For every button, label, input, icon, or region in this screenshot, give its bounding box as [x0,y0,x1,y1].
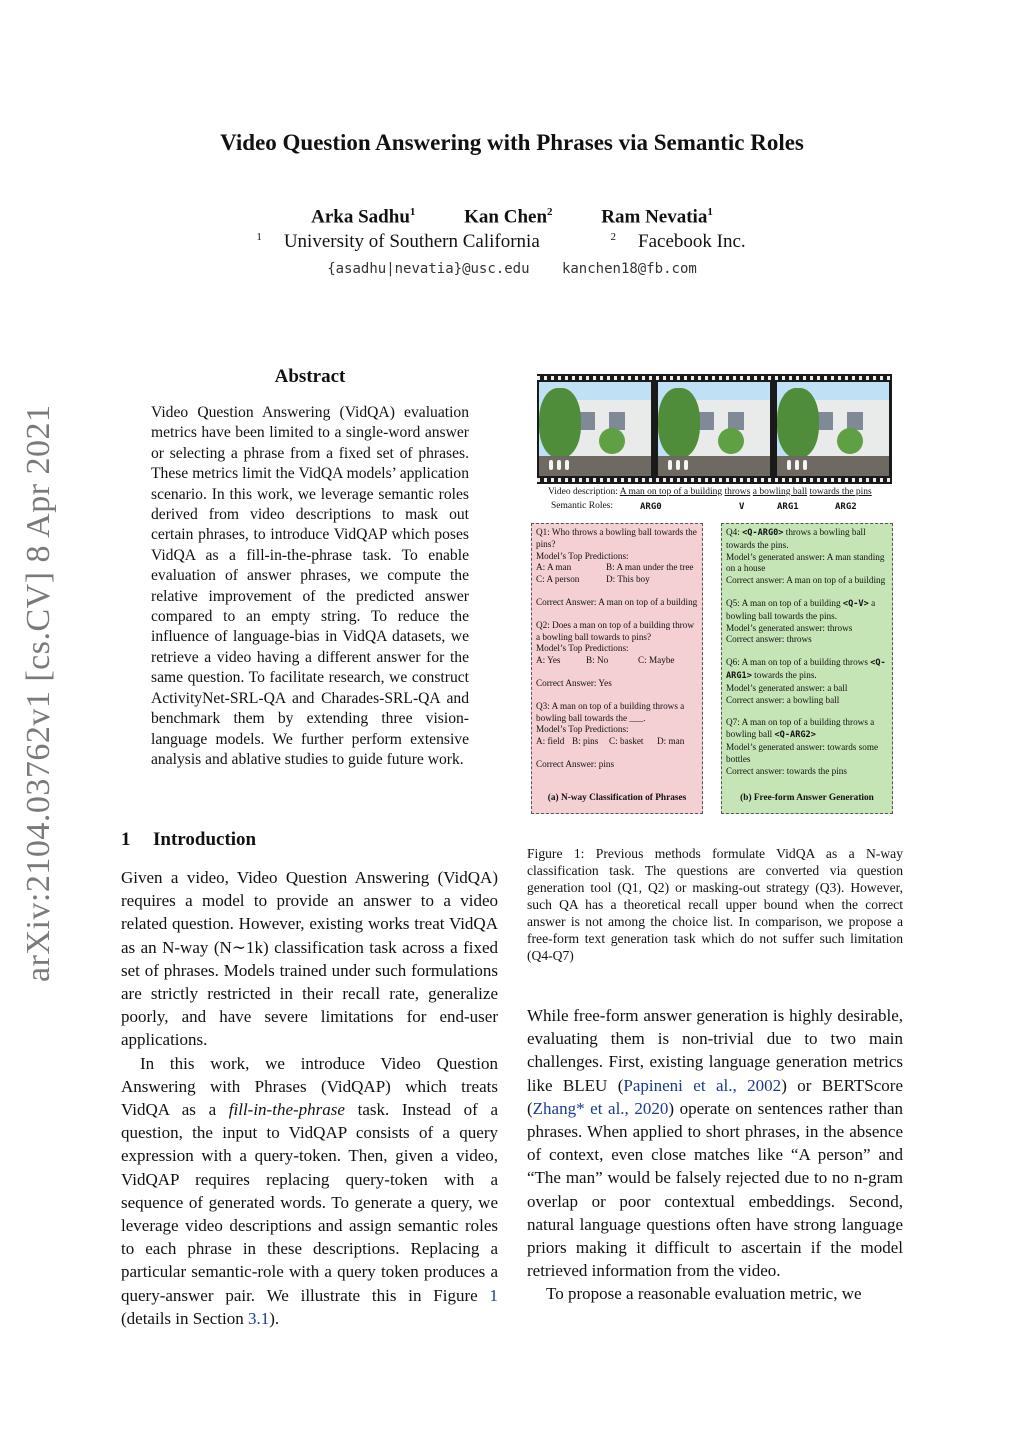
role-tag: ARG2 [835,502,857,512]
intro-left-column [121,866,498,1330]
panel-caption: (a) N-way Classification of Phrases [547,793,687,804]
affiliation: $^1$ University of Southern California [256,231,540,253]
affiliation: $^2$ Facebook Inc. [610,231,746,253]
video-frame [658,382,770,476]
affiliations [0,231,1024,253]
author: Arka Sadhu$^1$ [311,206,416,228]
role-tag: ARG0 [640,502,662,512]
paragraph: In this work, we introduce Video Question Answering with Phrases (VidQAP) which treats VidQA as a fill-in-the-phrase task. Instead of a question, the input to VidQAP consists of a query expression with a query-token. Then, given a video, VidQAP requires replacing query-token with a sequence of generated words. To generate a query, we leverage video descriptions and assign semantic roles to each phrase in these descriptions. Replacing a particular semantic-role with a query token produces a query-answer pair. We illustrate this in Figure 1 (details in Section 3.1). [121,1053,498,1328]
section-heading: 1 Introduction [121,829,257,850]
email: kanchen18@fb.com [561,261,697,277]
author: Kan Chen$^2$ [464,206,553,228]
video-frame [539,382,651,476]
intro-right-column [527,1004,903,1306]
video-frames [537,374,892,484]
abstract-body: Video Question Answering (VidQA) evaluation metrics have been limited to a single-word answer or selecting a phrase from a fixed set of phrases. These metrics limit the VidQA models’ application scenario. In this work, we leverage semantic roles derived from video descriptions to mask out certain phrases, to introduce VidQAP which poses VidQA as a fill-in-the-phrase task. To enable evaluation of answer phrases, we compute the relative improvement of the predicted answer compared to an empty string. To reduce the influence of language-bias in VidQA datasets, we retrieve a video having a different answer for the same question. To facilitate research, we construct ActivityNet-SRL-QA and Charades-SRL-QA and benchmark them by extending three vision-language models. We further perform extensive analysis and ablative studies to guide future work. [151,404,469,768]
paragraph: To propose a reasonable evaluation metric, we [546,1284,862,1304]
email: {asadhu|nevatia}@usc.edu [327,261,530,277]
arxiv-stamp: arXiv:2104.03762v1 [cs.CV] 8 Apr 2021 [20,404,57,982]
emails [0,261,1024,277]
nway-classification-panel: Q1: Who throws a bowling ball towards the pins? Model’s Top Predictions: A: A man B: A man under the tree C: A person D: This boy Correct Answer: A man on top of a building Q2: Does a man on top of a building throw a bowling ball towards to pins? Model’s Top Predictions: A: Yes B: No C: Maybe Correct Answer: Yes Q3: A man on top of a building throws a bowling ball towards the ___. Model’s Top Predictions: A: field B: pins C: basket D: man Correct Answer: pins (a) N-way Classification of Phrases [531,523,703,814]
paragraph: While free-form answer generation is highly desirable, evaluating them is non-trivial due to two main challenges. First, existing language generation metrics like BLEU (Papineni et al., 2002) or BERTScore (Zhang* et al., 2020) operate on sentences rather than phrases. When applied to short phrases, in the absence of context, even close matches like “A person” and “The man” would be falsely rejected due to no n-gram overlap or poor contextual embeddings. Second, natural language questions often have strong language priors making it difficult to ascertain if the model retrieved information from the video. [527,1006,903,1281]
author: Ram Nevatia$^1$ [601,206,713,228]
citation-link[interactable]: Zhang* et al., 2020 [532,1098,669,1118]
section-link[interactable]: 3.1 [248,1308,270,1328]
video-description: Video description: A man on top of a building throws a bowling ball towards the pins [548,487,872,497]
paragraph: Given a video, Video Question Answering (VidQA) requires a model to provide an answer to a video related question. However, existing works treat VidQA as an N-way (N∼1k) classification task across a fixed set of phrases. Models trained under such formulations are strictly restricted in their recall rate, generalize poorly, and have severe limitations for end-user applications. [121,868,498,1050]
abstract-heading: Abstract [274,366,346,387]
paper-title: Video Question Answering with Phrases via Semantic Roles [220,130,804,155]
author-list [0,206,1024,228]
semantic-roles-label: Semantic Roles: [551,501,614,511]
free-form-generation-panel: Q4: <Q-ARG0> throws a bowling ball towards the pins. Model’s generated answer: A man standing on a house Correct answer: A man on top of a building Q5: A man on top of a building <Q-V> a bowling ball towards the pins. Model’s generated answer: throws Correct answer: throws Q6: A man on top of a building throws <Q-ARG1> towards the pins. Model’s generated answer: a ball Correct answer: a bowling ball Q7: A man on top of a building throws a bowling ball <Q-ARG2> Model’s generated answer: towards some bottles Correct answer: towards the pins (b) Free-form Answer Generation [721,523,893,814]
video-frame [777,382,889,476]
role-tag: V [739,502,745,512]
panel-caption: (b) Free-form Answer Generation [740,793,874,804]
figure-caption: Figure 1: Previous methods formulate VidQA as a N-way classification task. The questions are converted via question generation tool (Q1, Q2) or masking-out strategy (Q3). However, such QA has a theoretical recall upper bound when the correct answer is not among the choice list. In comparison, we propose a free-form text generation task which do not suffer such limitation (Q4-Q7) [527,846,903,963]
role-tag: ARG1 [777,502,799,512]
citation-link[interactable]: Papineni et al., 2002 [623,1075,782,1095]
figure-link[interactable]: 1 [489,1285,498,1305]
